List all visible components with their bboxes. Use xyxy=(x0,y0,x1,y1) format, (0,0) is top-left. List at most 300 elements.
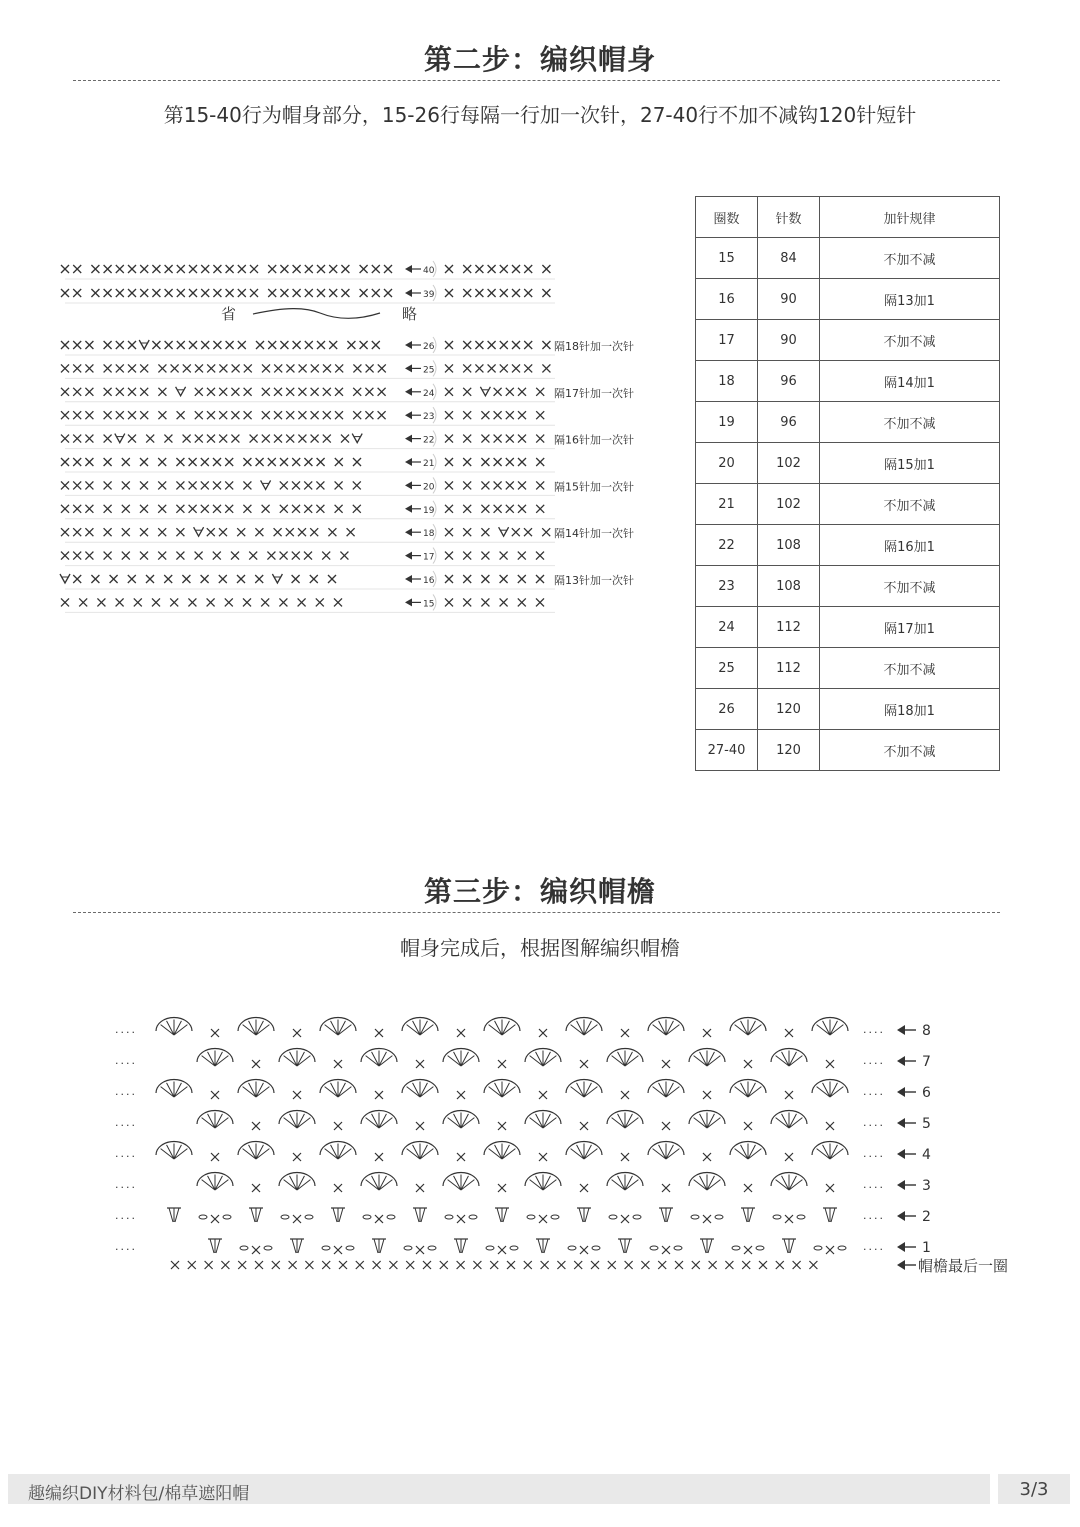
single-crochet-symbol xyxy=(280,481,288,489)
single-crochet-symbol xyxy=(122,458,130,466)
single-crochet-symbol xyxy=(128,435,136,443)
single-crochet-symbol xyxy=(116,265,124,273)
shell-stitch-fan xyxy=(607,1173,643,1191)
single-crochet-symbol xyxy=(91,265,99,273)
single-crochet-symbol xyxy=(490,1261,498,1269)
single-crochet-symbol xyxy=(231,435,239,443)
single-crochet-symbol xyxy=(298,388,306,396)
table-cell-rounds: 27-40 xyxy=(696,730,758,771)
single-crochet-symbol xyxy=(243,458,251,466)
chain-stitch-symbol xyxy=(264,1246,272,1250)
single-crochet-symbol xyxy=(79,598,87,606)
increase-symbol xyxy=(352,434,362,443)
row-arrow-head xyxy=(897,1118,905,1128)
single-crochet-symbol xyxy=(463,388,471,396)
single-crochet-symbol xyxy=(152,341,160,349)
single-crochet-symbol xyxy=(542,289,550,297)
single-crochet-symbol xyxy=(457,1153,465,1161)
single-crochet-symbol xyxy=(317,341,325,349)
single-crochet-symbol xyxy=(353,388,361,396)
single-crochet-symbol xyxy=(274,411,282,419)
single-crochet-symbol xyxy=(61,341,69,349)
single-crochet-symbol xyxy=(494,505,502,513)
single-crochet-symbol xyxy=(366,364,374,372)
increase-symbol xyxy=(139,340,149,349)
single-crochet-symbol xyxy=(463,505,471,513)
single-crochet-symbol xyxy=(785,1029,793,1037)
single-crochet-symbol xyxy=(238,341,246,349)
single-crochet-symbol xyxy=(207,388,215,396)
single-crochet-symbol xyxy=(759,1261,767,1269)
single-crochet-symbol xyxy=(542,528,550,536)
single-crochet-symbol xyxy=(280,552,288,560)
single-crochet-symbol xyxy=(213,289,221,297)
single-crochet-symbol xyxy=(73,528,81,536)
single-crochet-symbol xyxy=(104,528,112,536)
single-crochet-symbol xyxy=(205,1261,213,1269)
single-crochet-symbol xyxy=(195,364,203,372)
single-crochet-symbol xyxy=(703,1091,711,1099)
single-crochet-symbol xyxy=(238,1261,246,1269)
single-crochet-symbol xyxy=(334,1246,342,1254)
single-crochet-symbol xyxy=(104,388,112,396)
single-crochet-symbol xyxy=(518,435,526,443)
single-crochet-symbol xyxy=(340,552,348,560)
single-crochet-symbol xyxy=(463,289,471,297)
shell-stitch-fan xyxy=(197,1049,233,1067)
single-crochet-symbol xyxy=(140,505,148,513)
shell-stitch-fan xyxy=(689,1049,725,1067)
table-header-stitches: 针数 xyxy=(758,197,820,238)
table-header-rounds: 圈数 xyxy=(696,197,758,238)
shell-stitch-fan xyxy=(361,1049,397,1067)
single-crochet-symbol xyxy=(481,575,489,583)
single-crochet-symbol xyxy=(524,528,532,536)
shell-stitch-fan xyxy=(279,1111,315,1129)
single-crochet-symbol xyxy=(776,1261,784,1269)
single-crochet-symbol xyxy=(165,289,173,297)
single-crochet-symbol xyxy=(171,1261,179,1269)
single-crochet-symbol xyxy=(140,289,148,297)
shell-stitch-fan xyxy=(689,1111,725,1129)
chain-stitch-symbol xyxy=(814,1246,822,1250)
single-crochet-symbol xyxy=(329,341,337,349)
single-crochet-symbol xyxy=(539,1029,547,1037)
single-crochet-symbol xyxy=(122,505,130,513)
single-crochet-symbol xyxy=(73,265,81,273)
single-crochet-symbol xyxy=(445,481,453,489)
stitch-row xyxy=(61,548,555,566)
single-crochet-symbol xyxy=(335,388,343,396)
single-crochet-symbol xyxy=(292,481,300,489)
row-arrow-head xyxy=(405,265,412,273)
shell-stitch-fan xyxy=(402,1080,438,1098)
single-crochet-symbol xyxy=(280,505,288,513)
shell-stitch-fan xyxy=(689,1173,725,1191)
single-crochet-symbol xyxy=(293,1215,301,1223)
single-crochet-symbol xyxy=(353,481,361,489)
single-crochet-symbol xyxy=(61,528,69,536)
single-crochet-symbol xyxy=(244,364,252,372)
stitch-row xyxy=(61,594,555,612)
single-crochet-symbol xyxy=(279,598,287,606)
single-crochet-symbol xyxy=(225,598,233,606)
single-crochet-symbol xyxy=(518,458,526,466)
single-crochet-symbol xyxy=(158,528,166,536)
single-crochet-symbol xyxy=(518,598,526,606)
single-crochet-symbol xyxy=(267,552,275,560)
row-arrow-head xyxy=(405,341,412,349)
single-crochet-symbol xyxy=(463,435,471,443)
single-crochet-symbol xyxy=(498,1184,506,1192)
single-crochet-symbol xyxy=(61,289,69,297)
single-crochet-symbol xyxy=(506,435,514,443)
chain-stitch-symbol xyxy=(322,1246,330,1250)
row-arrow-head xyxy=(405,364,412,372)
single-crochet-symbol xyxy=(188,598,196,606)
single-crochet-symbol xyxy=(360,265,368,273)
single-crochet-symbol xyxy=(61,458,69,466)
single-crochet-symbol xyxy=(280,265,288,273)
single-crochet-symbol xyxy=(140,481,148,489)
row-arrow-head xyxy=(897,1180,905,1190)
brim-row xyxy=(115,1049,931,1071)
single-crochet-symbol xyxy=(268,289,276,297)
single-crochet-symbol xyxy=(384,289,392,297)
single-crochet-symbol xyxy=(310,575,318,583)
single-crochet-symbol xyxy=(140,411,148,419)
table-cell-increase-rule: 隔14加1 xyxy=(820,361,1000,402)
chain-stitch-symbol xyxy=(404,1246,412,1250)
chain-stitch-symbol xyxy=(674,1246,682,1250)
table-cell-stitches: 96 xyxy=(758,402,820,443)
single-crochet-symbol xyxy=(195,552,203,560)
single-crochet-symbol xyxy=(201,575,209,583)
single-crochet-symbol xyxy=(85,458,93,466)
single-crochet-symbol xyxy=(542,265,550,273)
single-crochet-symbol xyxy=(500,575,508,583)
single-crochet-symbol xyxy=(176,505,184,513)
increase-note: 隔16针加一次针 xyxy=(554,433,634,447)
chain-stitch-symbol xyxy=(486,1246,494,1250)
double-crochet-group xyxy=(249,1208,263,1222)
single-crochet-symbol xyxy=(128,388,136,396)
page-number: 3/3 xyxy=(1019,1479,1049,1500)
stitch-row xyxy=(61,501,555,519)
single-crochet-symbol xyxy=(445,411,453,419)
single-crochet-symbol xyxy=(457,1215,465,1223)
single-crochet-symbol xyxy=(518,575,526,583)
single-crochet-symbol xyxy=(201,458,209,466)
single-crochet-symbol xyxy=(61,411,69,419)
row-arrow-head xyxy=(897,1149,905,1159)
trailing-dots: .... xyxy=(863,1085,885,1098)
single-crochet-symbol xyxy=(372,265,380,273)
single-crochet-symbol xyxy=(785,1215,793,1223)
single-crochet-symbol xyxy=(219,388,227,396)
table-cell-increase-rule: 隔15加1 xyxy=(820,443,1000,484)
single-crochet-symbol xyxy=(116,598,124,606)
table-row xyxy=(696,402,1000,443)
single-crochet-symbol xyxy=(286,528,294,536)
leading-dots: .... xyxy=(115,1240,137,1253)
single-crochet-symbol xyxy=(328,528,336,536)
single-crochet-symbol xyxy=(539,1215,547,1223)
increase-symbol xyxy=(194,527,204,536)
row-arrow-head xyxy=(897,1025,905,1035)
single-crochet-symbol xyxy=(488,289,496,297)
single-crochet-symbol xyxy=(164,575,172,583)
increase-note: 隔18针加一次针 xyxy=(554,340,634,353)
single-crochet-symbol xyxy=(286,411,294,419)
single-crochet-symbol xyxy=(286,435,294,443)
single-crochet-symbol xyxy=(177,265,185,273)
single-crochet-symbol xyxy=(580,1246,588,1254)
brim-row-number: 7 xyxy=(922,1054,931,1070)
single-crochet-symbol xyxy=(238,265,246,273)
single-crochet-symbol xyxy=(378,388,386,396)
single-crochet-symbol xyxy=(158,505,166,513)
single-crochet-symbol xyxy=(323,411,331,419)
single-crochet-symbol xyxy=(211,1091,219,1099)
brim-row xyxy=(115,1018,931,1040)
single-crochet-symbol xyxy=(85,552,93,560)
single-crochet-symbol xyxy=(219,364,227,372)
single-crochet-symbol xyxy=(182,575,190,583)
brim-row-number: 4 xyxy=(922,1147,931,1163)
single-crochet-symbol xyxy=(488,364,496,372)
shell-stitch-fan xyxy=(238,1018,274,1036)
single-crochet-symbol xyxy=(292,505,300,513)
single-crochet-symbol xyxy=(73,505,81,513)
single-crochet-symbol xyxy=(580,1184,588,1192)
shell-stitch-fan xyxy=(771,1049,807,1067)
increase-symbol xyxy=(176,387,186,396)
single-crochet-symbol xyxy=(170,598,178,606)
shell-stitch-fan xyxy=(443,1111,479,1129)
shell-stitch-fan xyxy=(648,1018,684,1036)
single-crochet-symbol xyxy=(317,265,325,273)
single-crochet-symbol xyxy=(334,1060,342,1068)
increase-symbol xyxy=(60,574,70,583)
brim-row-number: 8 xyxy=(922,1023,931,1039)
row-number-label: 19 xyxy=(423,505,435,516)
single-crochet-symbol xyxy=(329,289,337,297)
single-crochet-symbol xyxy=(201,341,209,349)
table-row xyxy=(696,689,1000,730)
brim-row xyxy=(115,1208,931,1225)
table-cell-rounds: 15 xyxy=(696,238,758,279)
single-crochet-symbol xyxy=(221,1261,229,1269)
single-crochet-symbol xyxy=(272,1261,280,1269)
double-crochet-group xyxy=(331,1208,345,1222)
single-crochet-symbol xyxy=(305,341,313,349)
leading-dots: .... xyxy=(115,1209,137,1222)
row-number-label: 23 xyxy=(423,412,435,423)
single-crochet-symbol xyxy=(177,411,185,419)
table-cell-stitches: 108 xyxy=(758,525,820,566)
single-crochet-symbol xyxy=(140,364,148,372)
single-crochet-symbol xyxy=(226,341,234,349)
single-crochet-symbol xyxy=(176,458,184,466)
step3-subtitle: 帽身完成后，根据图解编织帽檐 xyxy=(400,936,680,960)
single-crochet-symbol xyxy=(238,289,246,297)
single-crochet-symbol xyxy=(61,265,69,273)
stitch-row xyxy=(61,384,634,402)
trailing-dots: .... xyxy=(863,1147,885,1160)
single-crochet-symbol xyxy=(744,1184,752,1192)
row-arrow-head xyxy=(405,388,412,396)
row-number-label: 25 xyxy=(423,365,435,376)
single-crochet-symbol xyxy=(524,364,532,372)
table-cell-rounds: 22 xyxy=(696,525,758,566)
single-crochet-symbol xyxy=(140,265,148,273)
single-crochet-symbol xyxy=(621,1091,629,1099)
trailing-dots: .... xyxy=(863,1240,885,1253)
single-crochet-symbol xyxy=(475,341,483,349)
single-crochet-symbol xyxy=(104,289,112,297)
single-crochet-symbol xyxy=(347,341,355,349)
trailing-dots: .... xyxy=(863,1209,885,1222)
single-crochet-symbol xyxy=(207,598,215,606)
single-crochet-symbol xyxy=(304,505,312,513)
single-crochet-symbol xyxy=(334,598,342,606)
row-arrow-head xyxy=(897,1056,905,1066)
table-cell-stitches: 120 xyxy=(758,730,820,771)
shell-stitch-fan xyxy=(525,1111,561,1129)
shell-stitch-fan xyxy=(566,1080,602,1098)
single-crochet-symbol xyxy=(536,435,544,443)
single-crochet-symbol xyxy=(440,1261,448,1269)
single-crochet-symbol xyxy=(536,598,544,606)
single-crochet-symbol xyxy=(389,1261,397,1269)
row-arrow-head xyxy=(405,411,412,419)
single-crochet-symbol xyxy=(524,265,532,273)
base-arrow-head xyxy=(897,1260,905,1270)
single-crochet-symbol xyxy=(201,289,209,297)
single-crochet-symbol xyxy=(274,528,282,536)
trailing-dots: .... xyxy=(863,1023,885,1036)
double-crochet-group xyxy=(290,1239,304,1253)
single-crochet-symbol xyxy=(110,575,118,583)
single-crochet-symbol xyxy=(243,505,251,513)
row-arrow-head xyxy=(405,575,412,583)
shell-stitch-fan xyxy=(484,1018,520,1036)
table-cell-rounds: 19 xyxy=(696,402,758,443)
single-crochet-symbol xyxy=(500,341,508,349)
single-crochet-symbol xyxy=(280,341,288,349)
single-crochet-symbol xyxy=(384,265,392,273)
single-crochet-symbol xyxy=(481,411,489,419)
single-crochet-symbol xyxy=(445,289,453,297)
single-crochet-symbol xyxy=(305,265,313,273)
row-number-label: 16 xyxy=(423,576,435,586)
single-crochet-symbol xyxy=(744,1060,752,1068)
shell-stitch-fan xyxy=(484,1142,520,1160)
single-crochet-symbol xyxy=(445,341,453,349)
row-number-label: 15 xyxy=(423,599,435,610)
chain-stitch-symbol xyxy=(715,1215,723,1219)
single-crochet-symbol xyxy=(298,411,306,419)
single-crochet-symbol xyxy=(541,1261,549,1269)
brim-row xyxy=(115,1142,931,1164)
shell-stitch-fan xyxy=(279,1049,315,1067)
chain-stitch-symbol xyxy=(305,1215,313,1219)
increase-symbol xyxy=(480,387,490,396)
brim-row-number: 2 xyxy=(922,1209,931,1225)
single-crochet-symbol xyxy=(445,528,453,536)
single-crochet-symbol xyxy=(252,1246,260,1254)
single-crochet-symbol xyxy=(692,1261,700,1269)
single-crochet-symbol xyxy=(207,528,215,536)
single-crochet-symbol xyxy=(219,575,227,583)
single-crochet-symbol xyxy=(298,435,306,443)
row-arrow-head xyxy=(897,1087,905,1097)
chain-stitch-symbol xyxy=(240,1246,248,1250)
single-crochet-symbol xyxy=(262,435,270,443)
single-crochet-symbol xyxy=(213,341,221,349)
single-crochet-symbol xyxy=(498,1060,506,1068)
shell-stitch-fan xyxy=(812,1080,848,1098)
single-crochet-symbol xyxy=(262,505,270,513)
chain-stitch-symbol xyxy=(223,1215,231,1219)
single-crochet-symbol xyxy=(146,575,154,583)
shell-stitch-fan xyxy=(812,1018,848,1036)
single-crochet-symbol xyxy=(286,364,294,372)
single-crochet-symbol xyxy=(97,598,105,606)
single-crochet-symbol xyxy=(524,289,532,297)
omit-wave-line xyxy=(253,309,380,319)
single-crochet-symbol xyxy=(709,1261,717,1269)
single-crochet-symbol xyxy=(293,289,301,297)
table-cell-stitches: 112 xyxy=(758,607,820,648)
step3-divider xyxy=(73,912,1000,913)
row-number-label: 17 xyxy=(423,552,435,563)
single-crochet-symbol xyxy=(158,458,166,466)
trailing-dots: .... xyxy=(863,1116,885,1129)
double-crochet-group xyxy=(454,1239,468,1253)
single-crochet-symbol xyxy=(128,411,136,419)
single-crochet-symbol xyxy=(250,265,258,273)
table-cell-increase-rule: 不加不减 xyxy=(820,238,1000,279)
single-crochet-symbol xyxy=(91,289,99,297)
single-crochet-symbol xyxy=(116,364,124,372)
single-crochet-symbol xyxy=(116,289,124,297)
shell-stitch-fan xyxy=(197,1173,233,1191)
single-crochet-symbol xyxy=(128,364,136,372)
single-crochet-symbol xyxy=(250,435,258,443)
single-crochet-symbol xyxy=(445,364,453,372)
single-crochet-symbol xyxy=(213,458,221,466)
single-crochet-symbol xyxy=(158,411,166,419)
shell-stitch-fan xyxy=(648,1142,684,1160)
brim-row xyxy=(115,1173,931,1195)
single-crochet-symbol xyxy=(73,435,81,443)
single-crochet-symbol xyxy=(353,458,361,466)
single-crochet-symbol xyxy=(305,1261,313,1269)
single-crochet-symbol xyxy=(703,1029,711,1037)
shell-stitch-fan xyxy=(279,1173,315,1191)
single-crochet-symbol xyxy=(213,505,221,513)
double-crochet-group xyxy=(577,1208,591,1222)
single-crochet-symbol xyxy=(274,364,282,372)
row-number-label: 39 xyxy=(423,290,435,300)
single-crochet-symbol xyxy=(445,598,453,606)
shell-stitch-fan xyxy=(648,1080,684,1098)
single-crochet-symbol xyxy=(255,1261,263,1269)
single-crochet-symbol xyxy=(826,1246,834,1254)
single-crochet-symbol xyxy=(463,411,471,419)
